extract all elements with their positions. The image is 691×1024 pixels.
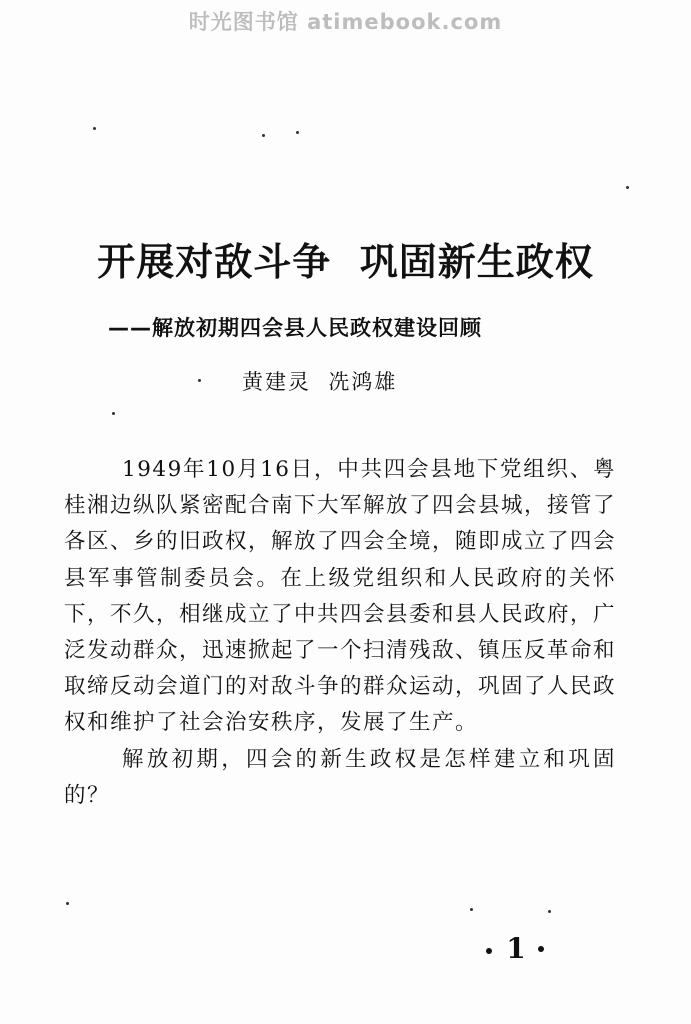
page-number: 1 bbox=[506, 932, 526, 965]
scan-speck bbox=[198, 379, 201, 382]
article-subtitle: ——解放初期四会县人民政权建设回顾 bbox=[108, 316, 482, 340]
scan-speck bbox=[66, 902, 69, 905]
scan-speck bbox=[93, 127, 96, 130]
scan-speck bbox=[626, 186, 629, 189]
body-paragraph: 解放初期，四会的新生政权是怎样建立和巩固的？ bbox=[64, 746, 616, 808]
body-paragraph: 1949年10月16日，中共四会县地下党组织、粤桂湘边纵队紧密配合南下大军解放了四会县城，接管了各区、乡的旧政权，解放了四会全境，随即成立了四会县军事管制委员会。在上级党组织和人民政府的关怀下，不久，相继成立了中共四会县委和县人民政府，广泛发动群众，迅速掀起了一个扫清残敌、镇压反革命和取缔反动会道门的对敌斗争的群众运动，巩固了人民政权和维护了社会治安秩序，发展了生产。 bbox=[64, 457, 617, 736]
article-title: 开展对敌斗争 巩固新生政权 bbox=[97, 240, 594, 285]
scan-speck bbox=[262, 134, 265, 137]
scan-speck bbox=[296, 131, 299, 134]
watermark: 时光图书馆 atimebook.com bbox=[188, 10, 503, 34]
scan-speck bbox=[548, 910, 551, 913]
scan-speck bbox=[112, 412, 115, 415]
scan-speck bbox=[470, 908, 473, 911]
article-authors: 黄建灵 冼鸿雄 bbox=[242, 370, 398, 394]
article-body bbox=[64, 452, 616, 814]
